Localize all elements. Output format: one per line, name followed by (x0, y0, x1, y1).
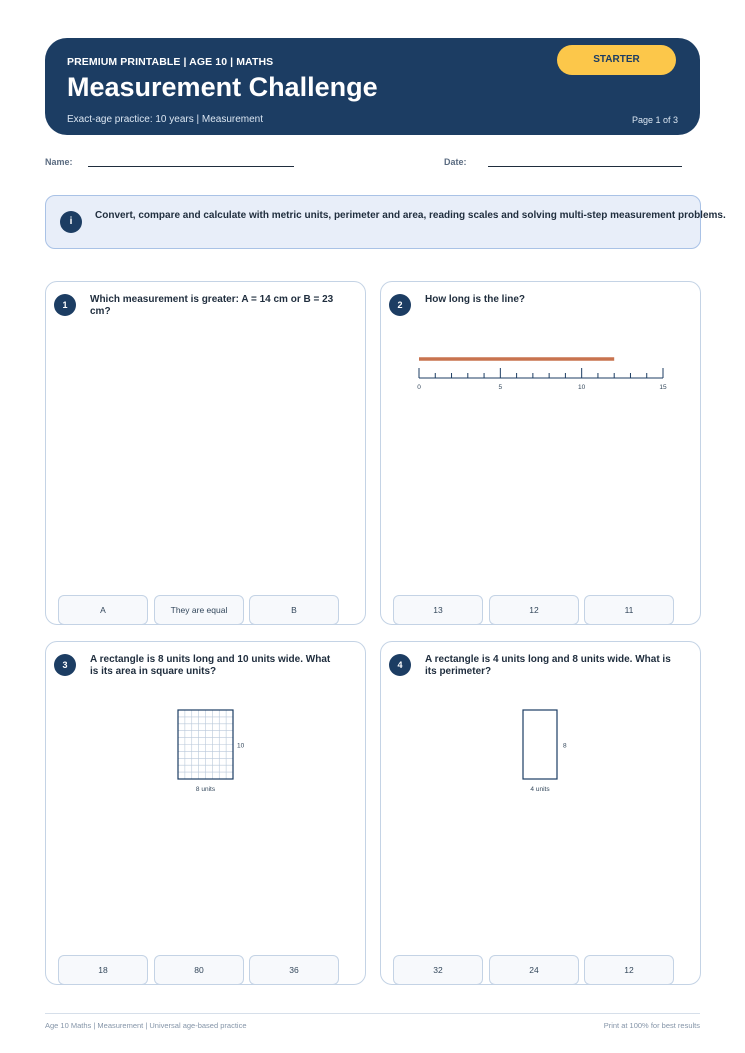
page-title: Measurement Challenge (67, 72, 378, 102)
footer-left-text: Age 10 Maths | Measurement | Universal age-based practice (45, 1021, 247, 1030)
answer-option[interactable]: 18 (58, 955, 148, 985)
ruler-tick-label: 10 (578, 384, 586, 391)
name-label: Name: (45, 157, 73, 167)
question-number: 3 (54, 654, 76, 676)
answer-option[interactable]: 80 (154, 955, 244, 985)
ruler-figure (411, 350, 681, 400)
date-field[interactable] (488, 166, 682, 167)
question-number: 1 (54, 294, 76, 316)
height-label: 10 (237, 742, 245, 750)
ruler-tick-label: 15 (659, 384, 667, 391)
answer-option[interactable]: A (58, 595, 148, 625)
question-card-1 (45, 281, 366, 625)
question-card-3 (45, 641, 366, 985)
footer-divider (45, 1013, 700, 1014)
page-number: Page 1 of 3 (631, 115, 678, 125)
perimeter-rectangle-figure (511, 704, 591, 796)
question-card-2 (380, 281, 701, 625)
ruler-tick-label: 0 (417, 384, 421, 391)
answer-option[interactable]: 13 (393, 595, 483, 625)
answer-option[interactable]: 36 (249, 955, 339, 985)
question-number: 4 (389, 654, 411, 676)
answer-option[interactable]: They are equal (154, 595, 244, 625)
header-kicker: PREMIUM PRINTABLE | AGE 10 | MATHS (67, 56, 274, 68)
answer-option[interactable]: 24 (489, 955, 579, 985)
answer-option[interactable]: 32 (393, 955, 483, 985)
ruler-tick-label: 5 (498, 384, 503, 391)
name-field[interactable] (88, 166, 294, 167)
footer-right-text: Print at 100% for best results (603, 1021, 700, 1030)
question-text: Which measurement is greater: A = 14 cm or B = 23 cm? (90, 294, 334, 317)
info-icon: i (60, 211, 82, 233)
header-subtitle: Exact-age practice: 10 years | Measurement (67, 114, 264, 125)
height-label: 8 (563, 742, 567, 750)
question-text: How long is the line? (425, 294, 525, 305)
worksheet-header (45, 38, 700, 135)
area-rectangle-figure (166, 704, 266, 796)
instructions-text: Convert, compare and calculate with metric units, perimeter and area, reading scales and solving multi-step measurement problems. (95, 210, 726, 221)
question-text: A rectangle is 8 units long and 10 units wide. What is its area in square units? (90, 654, 331, 677)
date-label: Date: (444, 157, 467, 167)
instructions-box (45, 195, 726, 249)
question-number: 2 (389, 294, 411, 316)
answer-option[interactable]: 12 (584, 955, 674, 985)
level-badge: STARTER (557, 45, 676, 75)
width-label: 8 units (195, 786, 216, 793)
answer-option[interactable]: B (249, 595, 339, 625)
perimeter-rectangle (523, 710, 557, 779)
width-label: 4 units (530, 786, 550, 793)
question-text: A rectangle is 4 units long and 8 units wide. What is its perimeter? (425, 654, 671, 677)
question-card-4 (380, 641, 701, 985)
answer-option[interactable]: 12 (489, 595, 579, 625)
answer-option[interactable]: 11 (584, 595, 674, 625)
